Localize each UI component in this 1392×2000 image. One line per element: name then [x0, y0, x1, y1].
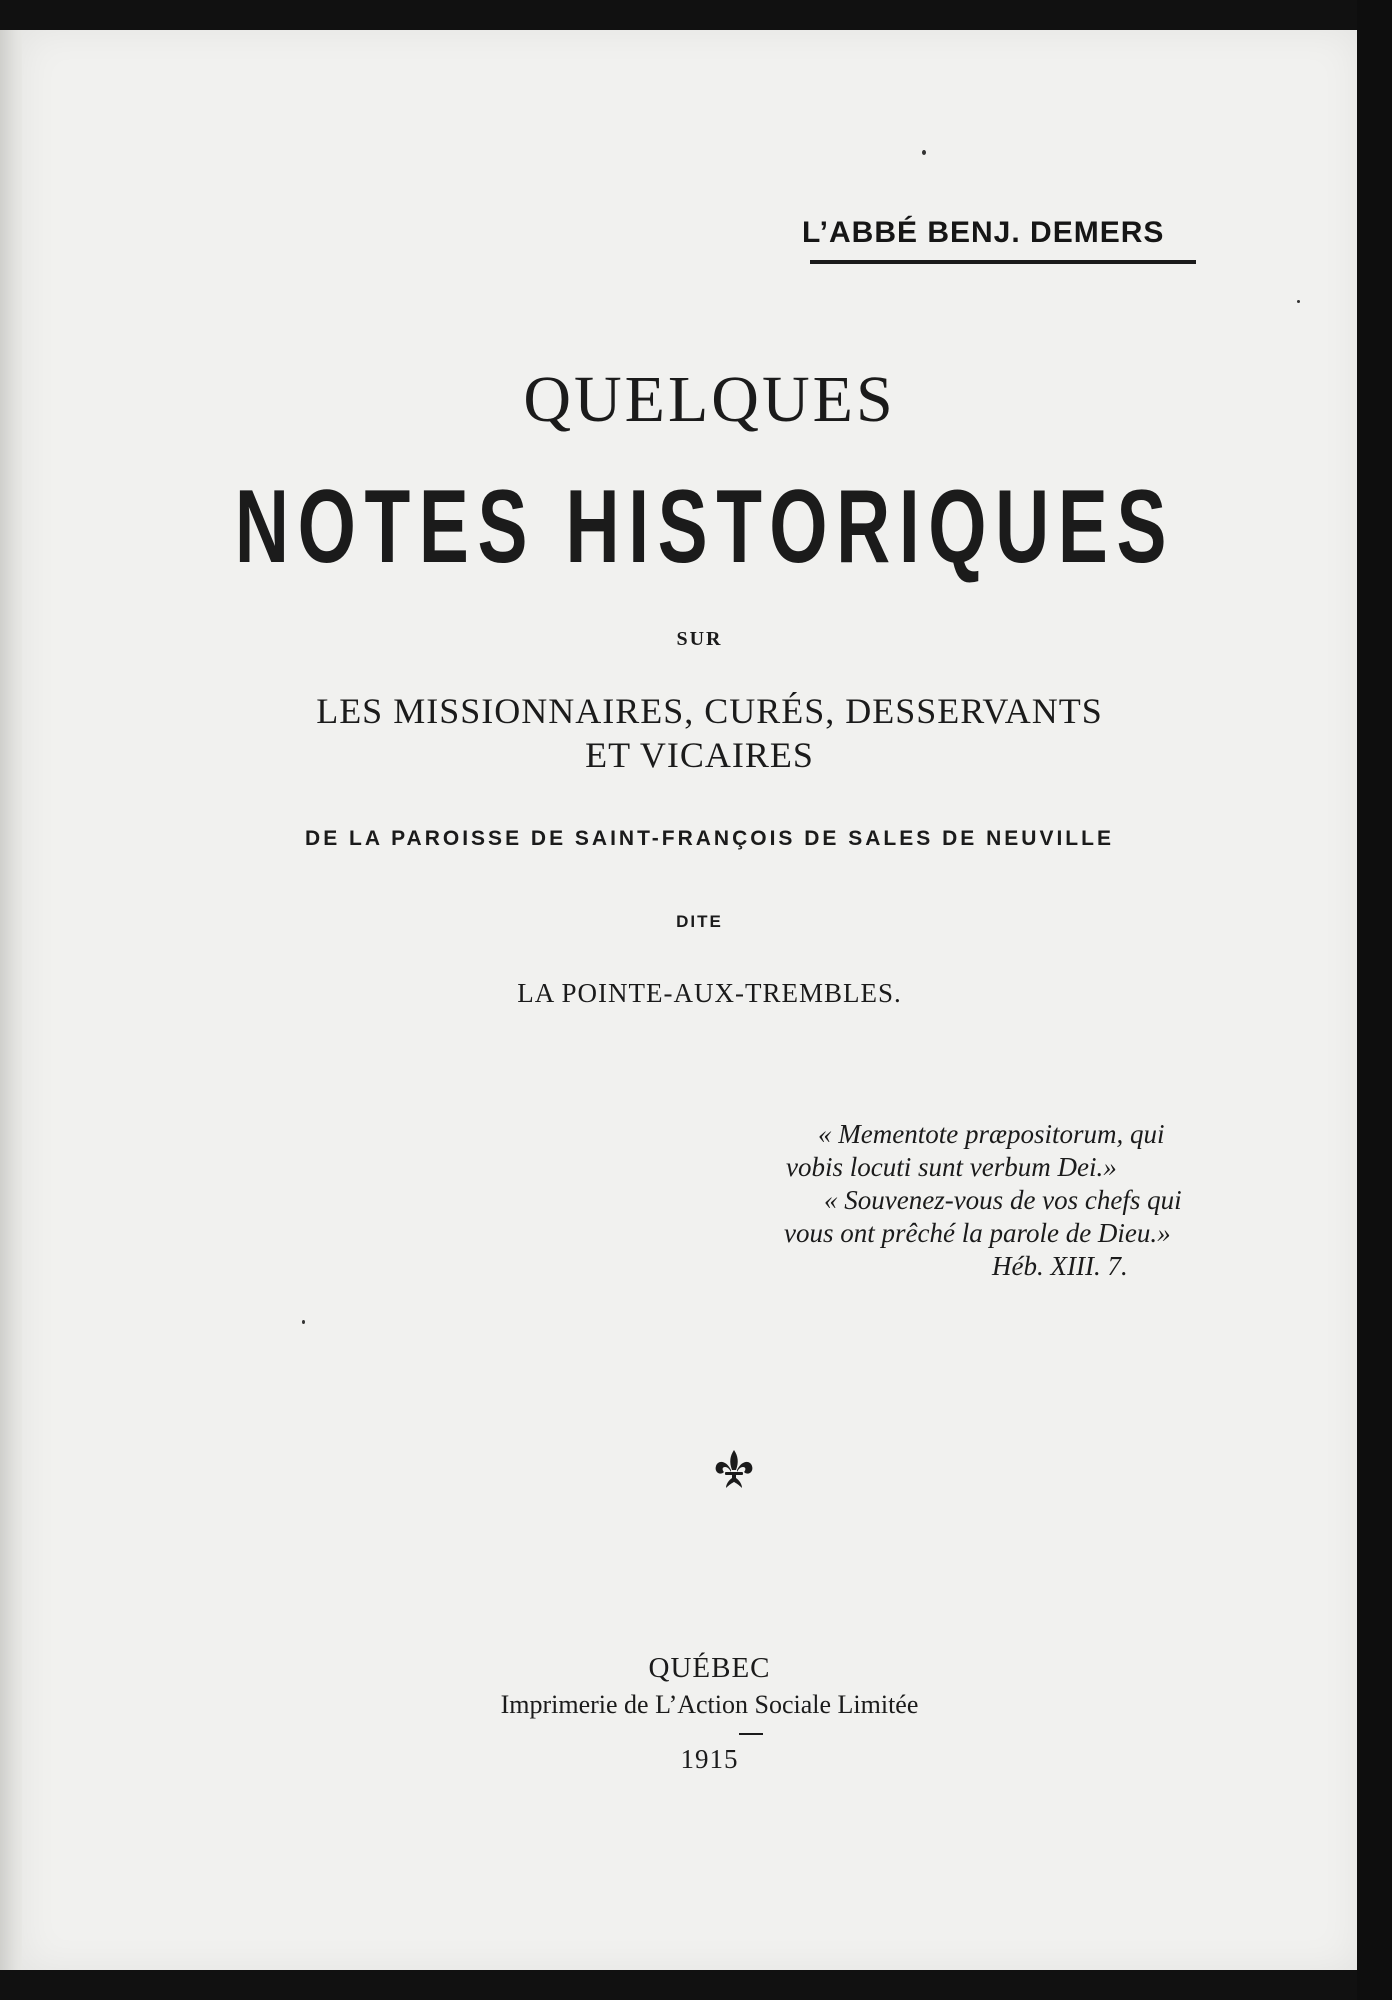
- imprint-year: 1915: [680, 1744, 739, 1774]
- subject-line-2: ET VICAIRES: [585, 735, 814, 775]
- scan-speck: [1297, 300, 1300, 303]
- place-name: LA POINTE-AUX-TREMBLES.: [517, 978, 902, 1008]
- subject-line-1: LES MISSIONNAIRES, CURÉS, DESSERVANTS: [316, 691, 1103, 731]
- title-page: [22, 30, 1357, 1970]
- scan-speck: [302, 1320, 305, 1324]
- author-name: L’ABBÉ BENJ. DEMERS: [802, 216, 1165, 249]
- title-connector-dite: DITE: [676, 912, 723, 931]
- title-line-1: QUELQUES: [523, 363, 896, 436]
- fleur-de-lis-icon: [712, 1448, 756, 1492]
- epigraph-reference: Héb. XIII. 7.: [992, 1251, 1128, 1281]
- title-line-2: NOTES HISTORIQUES: [234, 469, 1176, 585]
- imprint-printer: Imprimerie de L’Action Sociale Limitée: [500, 1690, 919, 1719]
- epigraph-line-4: vous ont prêché la parole de Dieu.»: [784, 1218, 1171, 1248]
- author-underline: [810, 260, 1196, 264]
- epigraph-line-2: vobis locuti sunt verbum Dei.»: [786, 1152, 1117, 1182]
- epigraph: [762, 1118, 1232, 1283]
- parish-line: DE LA PAROISSE DE SAINT-FRANÇOIS DE SALES DE NEUVILLE: [305, 827, 1114, 850]
- scan-speck: [922, 150, 926, 155]
- imprint-divider: [739, 1733, 763, 1735]
- epigraph-line-3: « Souvenez-vous de vos chefs qui: [824, 1185, 1182, 1215]
- epigraph-line-1: « Mementote præpositorum, qui: [818, 1119, 1165, 1149]
- imprint-city: QUÉBEC: [648, 1652, 771, 1684]
- title-connector-sur: SUR: [676, 628, 723, 650]
